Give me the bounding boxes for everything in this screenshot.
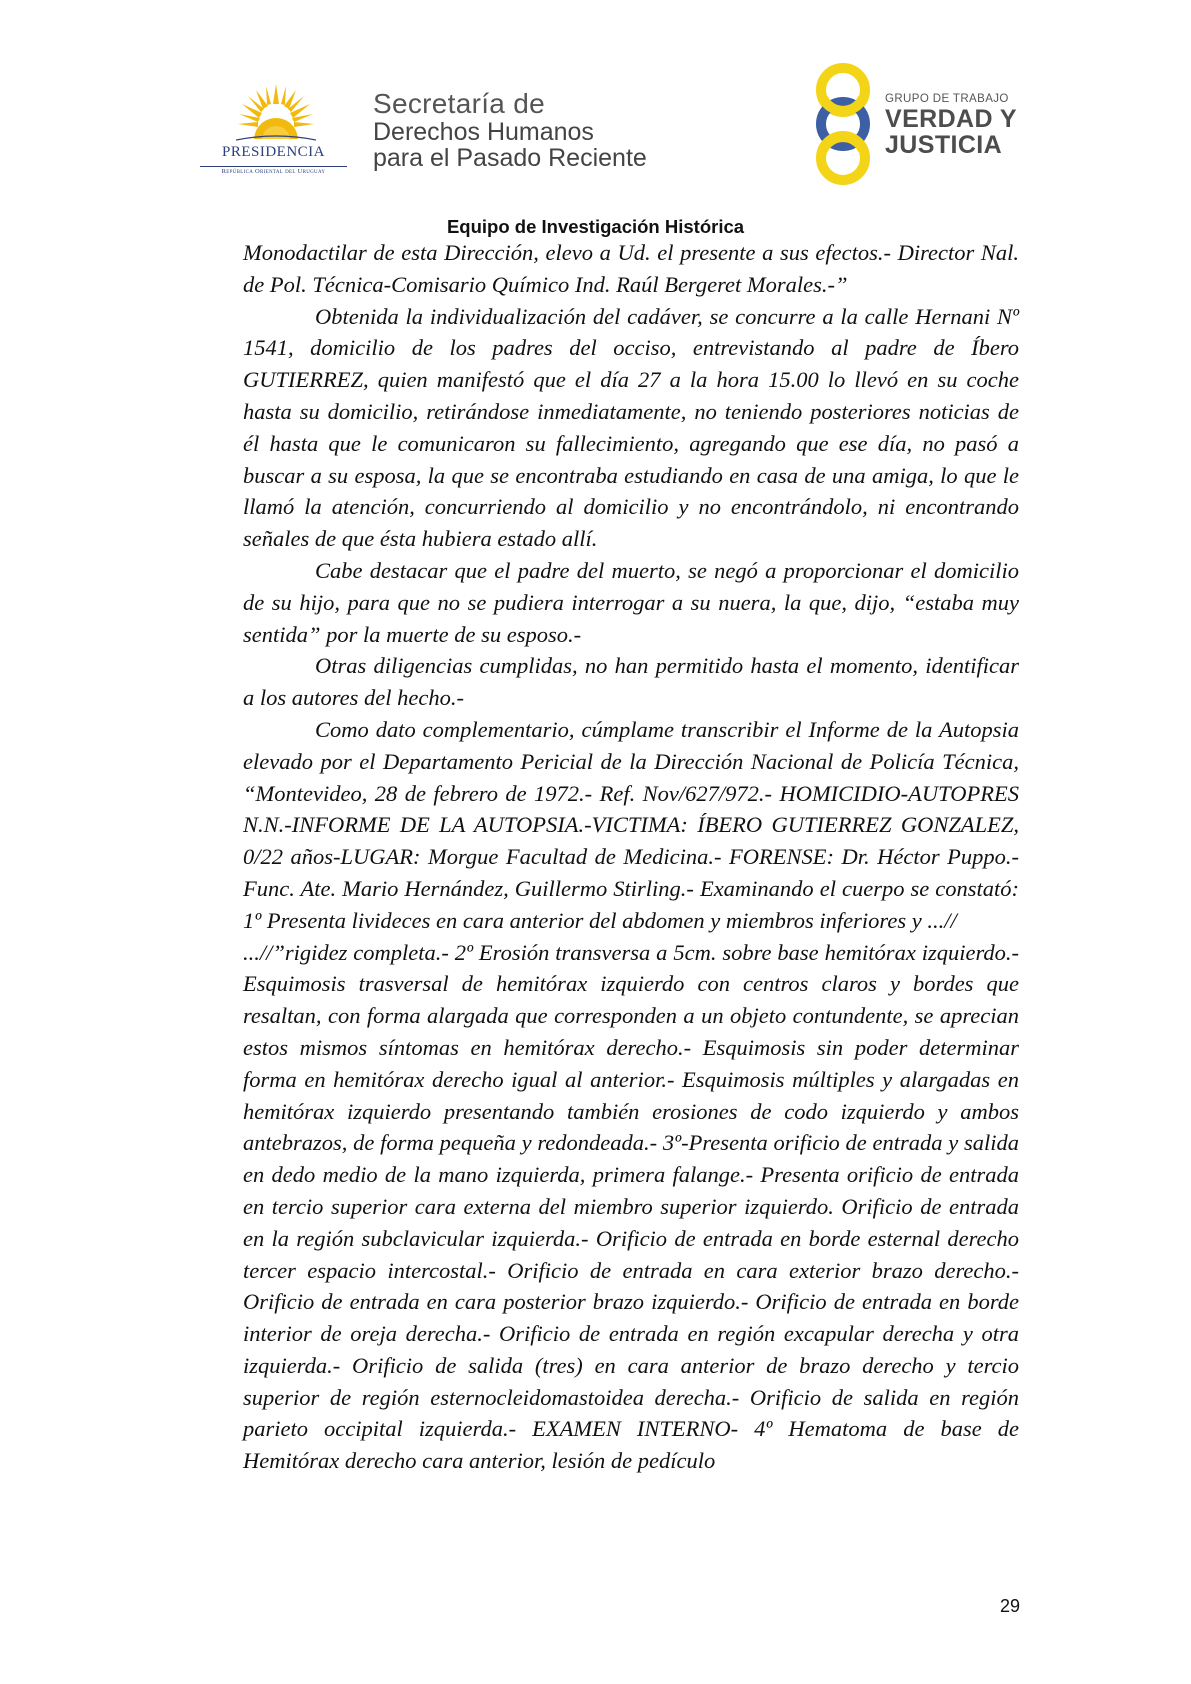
paragraph: Cabe destacar que el padre del muerto, se negó a proporcionar el domicilio de su hijo, para que no se pudiera interrogar a su nuera, la que, dijo, “estaba muy sentida” por la muerte de su esposo.- (243, 557, 1019, 647)
sun-of-may-icon (236, 82, 316, 144)
secretaria-line-1: Secretaría de (373, 88, 545, 119)
page-number: 29 (999, 1596, 1020, 1616)
grupo-line-2: VERDAD Y (885, 105, 1017, 133)
secretaria-line-2: Derechos Humanos (373, 118, 594, 146)
secretaria-line-3: para el Pasado Reciente (373, 144, 647, 172)
secretaria-title (373, 88, 647, 171)
paragraph: Monodactilar de esta Dirección, elevo a Ud. el presente a sus efectos.- Director Nal. de Pol. Técnica-Comisario Químico Ind. Raúl Bergeret Morales.-” (243, 240, 1019, 297)
paragraph: ...//”rigidez completa.- 2º Erosión transversa a 5cm. sobre base hemitórax izquierdo.- Esquimosis trasversal de hemitórax izquierdo con centros claros y bordes que resaltan, con forma alargada que corresponden a un objeto contundente, se aprecian estos mismos síntomas en hemitórax derecho.- Esquimosis sin poder determinar forma en hemitórax derecho igual al anterior.- Esquimosis múltiples y alargadas en hemitórax izquierdo presentando también erosiones de codo izquierdo y ambos antebrazos, de forma pequeña y redondeada.- 3º-Presenta orificio de entrada y salida en dedo medio de la mano izquierda, primera falange.- Presenta orificio de entrada en tercio superior cara externa del miembro superior izquierdo. Orificio de entrada en la región subclavicular izquierda.- Orificio de entrada en borde esternal derecho tercer espacio intercostal.- Orificio de entrada en cara exterior brazo derecho.- Orificio de entrada en cara posterior brazo izquierdo.- Orificio de entrada en borde interior de oreja derecha.- Orificio de entrada en región excapular derecha y otra izquierda.- Orificio de salida (tres) en cara anterior de brazo derecho y tercio superior de región esternocleidomastoidea derecha.- Orificio de salida en región parieto occipital izquierda.- EXAMEN INTERNO- 4º Hematoma de base de Hemitórax derecho cara anterior, lesión de pedículo (243, 939, 1019, 1474)
interlocking-rings-icon (805, 60, 885, 190)
page-header (0, 0, 1191, 200)
team-title: Equipo de Investigación Histórica (446, 216, 745, 237)
paragraph: Obtenida la individualización del cadáver, se concurre a la calle Hernani Nº 1541, domicilio de los padres del occiso, entrevistando al padre de Íbero GUTIERREZ, quien manifestó que el día 27 a la hora 15.00 lo llevó en su coche hasta su domicilio, retirándose inmediatamente, no teniendo posteriores noticias de él hasta que le comunicaron su fallecimiento, agregando que ese día, no pasó a buscar a su esposa, la que se encontraba estudiando en casa de una amiga, lo que le llamó la atención, concurriendo al domicilio y no encontrándolo, ni encontrando señales de que ésta hubiera estado allí. (243, 303, 1019, 552)
presidencia-divider (200, 166, 347, 167)
presidencia-subtitle: República Oriental del Uruguay (221, 168, 326, 175)
presidencia-name: PRESIDENCIA (221, 144, 325, 160)
paragraph: Como dato complementario, cúmplame transcribir el Informe de la Autopsia elevado por el Departamento Pericial de la Dirección Nacional de Policía Técnica, “Montevideo, 28 de febrero de 1972.- Ref. Nov/627/972.- HOMICIDIO-AUTOPRES N.N.-INFORME DE LA AUTOPSIA.-VICTIMA: ÍBERO GUTIERREZ GONZALEZ, 0/22 años-LUGAR: Morgue Facultad de Medicina.- FORENSE: Dr. Héctor Puppo.- Func. Ate. Mario Hernández, Guillermo Stirling.- Examinando el cuerpo se constató: 1º Presenta livideces en cara anterior del abdomen y miembros inferiores y ...// (243, 716, 1019, 933)
document-body (243, 237, 1019, 1477)
presidencia-logo (196, 82, 351, 182)
grupo-line-1: GRUPO DE TRABAJO (885, 93, 1009, 105)
verdad-justicia-logo (805, 60, 1025, 190)
paragraph: Otras diligencias cumplidas, no han permitido hasta el momento, identificar a los autores del hecho.- (243, 653, 1019, 711)
grupo-line-3: JUSTICIA (885, 131, 1003, 159)
verdad-justicia-text (885, 92, 1017, 158)
